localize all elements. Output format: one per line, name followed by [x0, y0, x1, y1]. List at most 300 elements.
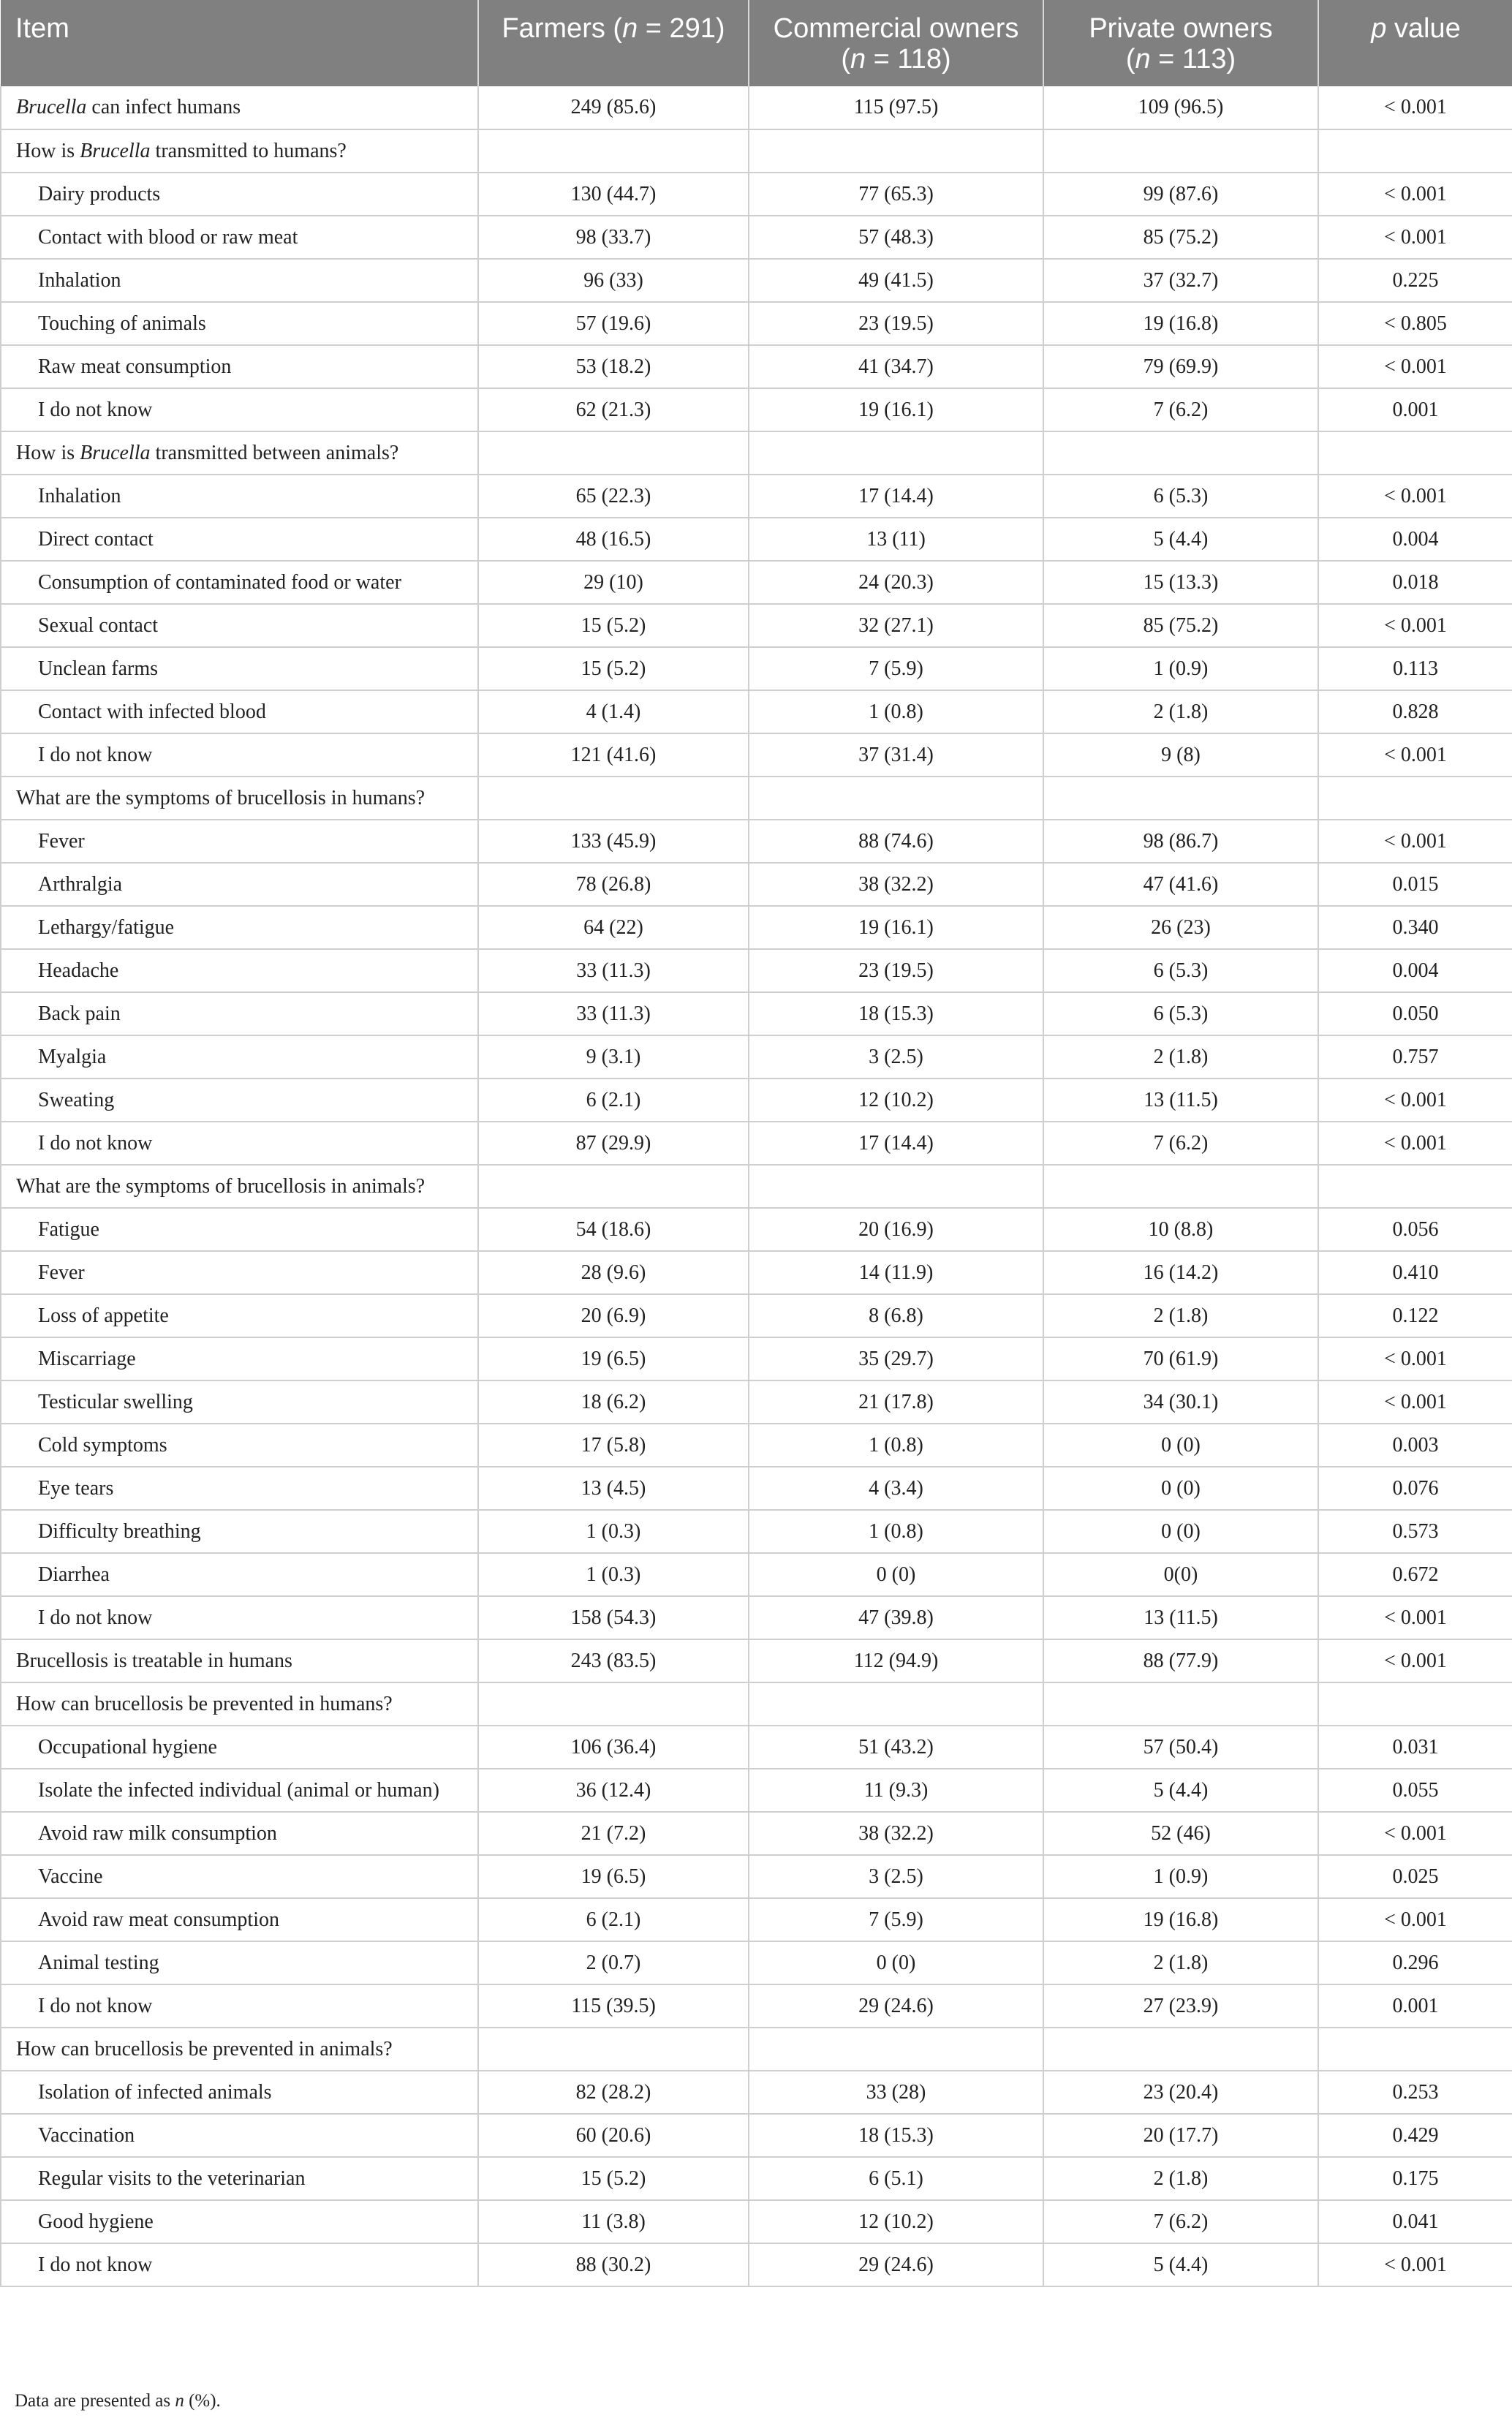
commercial-cell [749, 777, 1043, 820]
private-cell: 26 (23) [1043, 906, 1318, 949]
commercial-cell: 12 (10.2) [749, 2200, 1043, 2243]
item-cell: What are the symptoms of brucellosis in humans? [1, 777, 478, 820]
table-row [1, 906, 1512, 949]
private-cell: 6 (5.3) [1043, 949, 1318, 992]
commercial-cell: 24 (20.3) [749, 561, 1043, 604]
private-cell: 7 (6.2) [1043, 1122, 1318, 1165]
commercial-cell [749, 1682, 1043, 1726]
item-cell: How can brucellosis be prevented in animals? [1, 2028, 478, 2071]
private-cell [1043, 1165, 1318, 1208]
private-cell: 19 (16.8) [1043, 1898, 1318, 1941]
table-row [1, 1424, 1512, 1467]
table-row [1, 1078, 1512, 1122]
private-cell [1043, 1682, 1318, 1726]
item-cell: Diarrhea [1, 1553, 478, 1596]
item-cell: Fatigue [1, 1208, 478, 1251]
private-cell [1043, 777, 1318, 820]
table-row [1, 216, 1512, 259]
private-cell [1043, 431, 1318, 475]
private-cell: 9 (8) [1043, 733, 1318, 777]
private-cell: 5 (4.4) [1043, 518, 1318, 561]
private-cell: 47 (41.6) [1043, 863, 1318, 906]
p-value-cell: < 0.001 [1318, 1380, 1512, 1424]
farmers-cell: 15 (5.2) [478, 2157, 749, 2200]
private-cell [1043, 129, 1318, 173]
table-row [1, 1553, 1512, 1596]
p-value-cell: < 0.001 [1318, 1078, 1512, 1122]
section-row [1, 2028, 1512, 2071]
private-cell: 16 (14.2) [1043, 1251, 1318, 1294]
p-value-cell: 0.018 [1318, 561, 1512, 604]
farmers-cell: 1 (0.3) [478, 1553, 749, 1596]
p-value-cell: 0.004 [1318, 949, 1512, 992]
farmers-cell: 158 (54.3) [478, 1596, 749, 1639]
p-value-cell: 0.340 [1318, 906, 1512, 949]
table-row [1, 2071, 1512, 2114]
farmers-cell: 1 (0.3) [478, 1510, 749, 1553]
table-row [1, 2243, 1512, 2286]
private-cell: 0(0) [1043, 1553, 1318, 1596]
item-cell: Unclean farms [1, 647, 478, 690]
commercial-cell: 11 (9.3) [749, 1769, 1043, 1812]
commercial-cell: 112 (94.9) [749, 1639, 1043, 1682]
farmers-cell [478, 2028, 749, 2071]
commercial-cell: 20 (16.9) [749, 1208, 1043, 1251]
header-farmers: Farmers (n = 291) [478, 0, 749, 86]
table-row [1, 345, 1512, 388]
table-row [1, 1855, 1512, 1898]
table-row [1, 1251, 1512, 1294]
item-cell: I do not know [1, 1984, 478, 2028]
commercial-cell: 12 (10.2) [749, 1078, 1043, 1122]
item-cell: Testicular swelling [1, 1380, 478, 1424]
table-row [1, 1596, 1512, 1639]
item-cell: I do not know [1, 733, 478, 777]
item-cell: Consumption of contaminated food or water [1, 561, 478, 604]
farmers-cell [478, 431, 749, 475]
farmers-cell: 62 (21.3) [478, 388, 749, 431]
p-value-cell: < 0.001 [1318, 604, 1512, 647]
table-row [1, 259, 1512, 302]
farmers-cell [478, 129, 749, 173]
private-cell: 57 (50.4) [1043, 1726, 1318, 1769]
farmers-cell: 65 (22.3) [478, 475, 749, 518]
farmers-cell: 11 (3.8) [478, 2200, 749, 2243]
item-cell: Inhalation [1, 259, 478, 302]
farmers-cell: 249 (85.6) [478, 86, 749, 129]
p-value-cell [1318, 129, 1512, 173]
farmers-cell: 33 (11.3) [478, 949, 749, 992]
private-cell: 2 (1.8) [1043, 2157, 1318, 2200]
commercial-cell: 49 (41.5) [749, 259, 1043, 302]
commercial-cell: 23 (19.5) [749, 302, 1043, 345]
private-cell: 6 (5.3) [1043, 992, 1318, 1035]
p-value-cell: < 0.001 [1318, 345, 1512, 388]
table-row [1, 2200, 1512, 2243]
commercial-cell: 51 (43.2) [749, 1726, 1043, 1769]
header-commercial-owners: Commercial owners (n = 118) [749, 0, 1043, 86]
item-cell: Contact with infected blood [1, 690, 478, 733]
commercial-cell: 18 (15.3) [749, 992, 1043, 1035]
table-row [1, 1726, 1512, 1769]
table-body [1, 86, 1512, 2286]
item-cell: Brucella can infect humans [1, 86, 478, 129]
item-cell: Headache [1, 949, 478, 992]
p-value-cell: 0.055 [1318, 1769, 1512, 1812]
section-row [1, 777, 1512, 820]
private-cell: 79 (69.9) [1043, 345, 1318, 388]
farmers-cell: 17 (5.8) [478, 1424, 749, 1467]
private-cell: 27 (23.9) [1043, 1984, 1318, 2028]
p-value-cell: 0.001 [1318, 1984, 1512, 2028]
p-value-cell [1318, 1682, 1512, 1726]
farmers-cell: 60 (20.6) [478, 2114, 749, 2157]
private-cell: 20 (17.7) [1043, 2114, 1318, 2157]
section-row [1, 431, 1512, 475]
farmers-cell: 18 (6.2) [478, 1380, 749, 1424]
item-cell: I do not know [1, 2243, 478, 2286]
table-row [1, 1208, 1512, 1251]
table-row [1, 1639, 1512, 1682]
p-value-cell: 0.122 [1318, 1294, 1512, 1337]
item-cell: Fever [1, 820, 478, 863]
commercial-cell: 3 (2.5) [749, 1035, 1043, 1078]
commercial-cell [749, 129, 1043, 173]
item-cell: Difficulty breathing [1, 1510, 478, 1553]
p-value-cell: < 0.001 [1318, 1898, 1512, 1941]
table-row [1, 1510, 1512, 1553]
commercial-cell: 0 (0) [749, 1553, 1043, 1596]
p-value-cell: 0.076 [1318, 1467, 1512, 1510]
table-row [1, 1769, 1512, 1812]
farmers-cell: 21 (7.2) [478, 1812, 749, 1855]
private-cell: 70 (61.9) [1043, 1337, 1318, 1380]
table-row [1, 388, 1512, 431]
table-row [1, 690, 1512, 733]
private-cell: 6 (5.3) [1043, 475, 1318, 518]
section-row [1, 1682, 1512, 1726]
commercial-cell: 37 (31.4) [749, 733, 1043, 777]
farmers-cell: 87 (29.9) [478, 1122, 749, 1165]
commercial-cell: 32 (27.1) [749, 604, 1043, 647]
commercial-cell: 77 (65.3) [749, 173, 1043, 216]
item-cell: How can brucellosis be prevented in humans? [1, 1682, 478, 1726]
item-cell: Myalgia [1, 1035, 478, 1078]
table-row [1, 1984, 1512, 2028]
private-cell: 13 (11.5) [1043, 1078, 1318, 1122]
farmers-cell: 28 (9.6) [478, 1251, 749, 1294]
farmers-cell: 133 (45.9) [478, 820, 749, 863]
p-value-cell: < 0.001 [1318, 1122, 1512, 1165]
commercial-cell [749, 1165, 1043, 1208]
p-value-cell: 0.113 [1318, 647, 1512, 690]
p-value-cell: < 0.001 [1318, 475, 1512, 518]
p-value-cell: 0.003 [1318, 1424, 1512, 1467]
table-row [1, 1035, 1512, 1078]
farmers-cell: 98 (33.7) [478, 216, 749, 259]
p-value-cell: < 0.001 [1318, 1337, 1512, 1380]
p-value-cell: 0.015 [1318, 863, 1512, 906]
commercial-cell: 21 (17.8) [749, 1380, 1043, 1424]
farmers-cell: 19 (6.5) [478, 1855, 749, 1898]
table-row [1, 1337, 1512, 1380]
p-value-cell: < 0.001 [1318, 86, 1512, 129]
commercial-cell: 41 (34.7) [749, 345, 1043, 388]
table-row [1, 1294, 1512, 1337]
item-cell: Fever [1, 1251, 478, 1294]
item-cell: Animal testing [1, 1941, 478, 1984]
item-cell: Avoid raw milk consumption [1, 1812, 478, 1855]
private-cell: 85 (75.2) [1043, 604, 1318, 647]
p-value-cell: 0.253 [1318, 2071, 1512, 2114]
item-cell: Vaccine [1, 1855, 478, 1898]
private-cell: 0 (0) [1043, 1467, 1318, 1510]
p-value-cell: 0.001 [1318, 388, 1512, 431]
farmers-cell: 20 (6.9) [478, 1294, 749, 1337]
p-value-cell: 0.041 [1318, 2200, 1512, 2243]
commercial-cell: 17 (14.4) [749, 1122, 1043, 1165]
table-row [1, 561, 1512, 604]
farmers-cell: 57 (19.6) [478, 302, 749, 345]
commercial-cell: 8 (6.8) [749, 1294, 1043, 1337]
table-row [1, 1380, 1512, 1424]
item-cell: Loss of appetite [1, 1294, 478, 1337]
p-value-cell: 0.757 [1318, 1035, 1512, 1078]
farmers-cell: 64 (22) [478, 906, 749, 949]
farmers-cell: 6 (2.1) [478, 1898, 749, 1941]
commercial-cell: 1 (0.8) [749, 690, 1043, 733]
item-cell: Isolate the infected individual (animal or human) [1, 1769, 478, 1812]
private-cell: 98 (86.7) [1043, 820, 1318, 863]
commercial-cell: 1 (0.8) [749, 1424, 1043, 1467]
p-value-cell: 0.828 [1318, 690, 1512, 733]
item-cell: How is Brucella transmitted to humans? [1, 129, 478, 173]
commercial-cell: 7 (5.9) [749, 647, 1043, 690]
item-cell: Cold symptoms [1, 1424, 478, 1467]
table-row [1, 863, 1512, 906]
farmers-cell: 15 (5.2) [478, 604, 749, 647]
commercial-cell: 14 (11.9) [749, 1251, 1043, 1294]
p-value-cell [1318, 777, 1512, 820]
table-row [1, 820, 1512, 863]
commercial-cell: 7 (5.9) [749, 1898, 1043, 1941]
farmers-cell: 33 (11.3) [478, 992, 749, 1035]
private-cell: 7 (6.2) [1043, 2200, 1318, 2243]
table-row [1, 604, 1512, 647]
commercial-cell: 17 (14.4) [749, 475, 1043, 518]
item-cell: Back pain [1, 992, 478, 1035]
p-value-cell: 0.225 [1318, 259, 1512, 302]
p-value-cell: 0.050 [1318, 992, 1512, 1035]
commercial-cell: 1 (0.8) [749, 1510, 1043, 1553]
commercial-cell: 6 (5.1) [749, 2157, 1043, 2200]
farmers-cell: 88 (30.2) [478, 2243, 749, 2286]
table-row [1, 992, 1512, 1035]
private-cell: 10 (8.8) [1043, 1208, 1318, 1251]
p-value-cell: < 0.001 [1318, 820, 1512, 863]
item-cell: Touching of animals [1, 302, 478, 345]
item-cell: I do not know [1, 388, 478, 431]
commercial-cell: 47 (39.8) [749, 1596, 1043, 1639]
p-value-cell: < 0.001 [1318, 173, 1512, 216]
item-cell: Eye tears [1, 1467, 478, 1510]
private-cell: 7 (6.2) [1043, 388, 1318, 431]
p-value-cell [1318, 2028, 1512, 2071]
farmers-cell: 9 (3.1) [478, 1035, 749, 1078]
farmers-cell: 54 (18.6) [478, 1208, 749, 1251]
table-row [1, 1941, 1512, 1984]
p-value-cell: < 0.001 [1318, 733, 1512, 777]
farmers-cell: 6 (2.1) [478, 1078, 749, 1122]
private-cell: 85 (75.2) [1043, 216, 1318, 259]
farmers-cell: 121 (41.6) [478, 733, 749, 777]
farmers-cell [478, 777, 749, 820]
table-row [1, 1812, 1512, 1855]
farmers-cell: 130 (44.7) [478, 173, 749, 216]
table-row [1, 2157, 1512, 2200]
private-cell: 88 (77.9) [1043, 1639, 1318, 1682]
farmers-cell: 19 (6.5) [478, 1337, 749, 1380]
farmers-cell: 4 (1.4) [478, 690, 749, 733]
farmers-cell: 48 (16.5) [478, 518, 749, 561]
private-cell: 2 (1.8) [1043, 690, 1318, 733]
private-cell: 15 (13.3) [1043, 561, 1318, 604]
p-value-cell [1318, 431, 1512, 475]
commercial-cell: 4 (3.4) [749, 1467, 1043, 1510]
item-cell: Inhalation [1, 475, 478, 518]
commercial-cell: 13 (11) [749, 518, 1043, 561]
commercial-cell: 19 (16.1) [749, 388, 1043, 431]
private-cell: 52 (46) [1043, 1812, 1318, 1855]
farmers-cell: 2 (0.7) [478, 1941, 749, 1984]
commercial-cell: 35 (29.7) [749, 1337, 1043, 1380]
p-value-cell: 0.410 [1318, 1251, 1512, 1294]
commercial-cell: 33 (28) [749, 2071, 1043, 2114]
p-value-cell: < 0.001 [1318, 1639, 1512, 1682]
private-cell: 19 (16.8) [1043, 302, 1318, 345]
table-row [1, 302, 1512, 345]
private-cell: 37 (32.7) [1043, 259, 1318, 302]
commercial-cell: 57 (48.3) [749, 216, 1043, 259]
commercial-cell: 0 (0) [749, 1941, 1043, 1984]
commercial-cell: 19 (16.1) [749, 906, 1043, 949]
farmers-cell: 29 (10) [478, 561, 749, 604]
p-value-cell: < 0.001 [1318, 1596, 1512, 1639]
private-cell: 1 (0.9) [1043, 1855, 1318, 1898]
p-value-cell: 0.025 [1318, 1855, 1512, 1898]
header-p-value: p value [1318, 0, 1512, 86]
item-cell: Sweating [1, 1078, 478, 1122]
table-header [1, 0, 1512, 86]
private-cell: 23 (20.4) [1043, 2071, 1318, 2114]
item-cell: Contact with blood or raw meat [1, 216, 478, 259]
private-cell: 2 (1.8) [1043, 1941, 1318, 1984]
table-row [1, 475, 1512, 518]
farmers-cell: 13 (4.5) [478, 1467, 749, 1510]
item-cell: Avoid raw meat consumption [1, 1898, 478, 1941]
p-value-cell: < 0.001 [1318, 216, 1512, 259]
item-cell: Miscarriage [1, 1337, 478, 1380]
commercial-cell: 88 (74.6) [749, 820, 1043, 863]
commercial-cell [749, 2028, 1043, 2071]
commercial-cell: 18 (15.3) [749, 2114, 1043, 2157]
table-row [1, 86, 1512, 129]
private-cell: 2 (1.8) [1043, 1294, 1318, 1337]
item-cell: Occupational hygiene [1, 1726, 478, 1769]
farmers-cell: 96 (33) [478, 259, 749, 302]
p-value-cell: < 0.001 [1318, 2243, 1512, 2286]
header-item: Item [1, 0, 478, 86]
private-cell: 0 (0) [1043, 1510, 1318, 1553]
commercial-cell: 29 (24.6) [749, 1984, 1043, 2028]
p-value-cell: 0.672 [1318, 1553, 1512, 1596]
farmers-cell: 53 (18.2) [478, 345, 749, 388]
p-value-cell: 0.296 [1318, 1941, 1512, 1984]
farmers-cell [478, 1165, 749, 1208]
p-value-cell: 0.004 [1318, 518, 1512, 561]
commercial-cell [749, 431, 1043, 475]
table-row [1, 949, 1512, 992]
item-cell: Isolation of infected animals [1, 2071, 478, 2114]
header-private-owners: Private owners (n = 113) [1043, 0, 1318, 86]
private-cell [1043, 2028, 1318, 2071]
commercial-cell: 29 (24.6) [749, 2243, 1043, 2286]
private-cell: 2 (1.8) [1043, 1035, 1318, 1078]
table-row [1, 733, 1512, 777]
commercial-cell: 38 (32.2) [749, 863, 1043, 906]
item-cell: Lethargy/fatigue [1, 906, 478, 949]
item-cell: Vaccination [1, 2114, 478, 2157]
farmers-cell [478, 1682, 749, 1726]
private-cell: 5 (4.4) [1043, 1769, 1318, 1812]
p-value-cell: 0.031 [1318, 1726, 1512, 1769]
commercial-cell: 115 (97.5) [749, 86, 1043, 129]
private-cell: 109 (96.5) [1043, 86, 1318, 129]
item-cell: Arthralgia [1, 863, 478, 906]
farmers-cell: 15 (5.2) [478, 647, 749, 690]
private-cell: 34 (30.1) [1043, 1380, 1318, 1424]
item-cell: Regular visits to the veterinarian [1, 2157, 478, 2200]
p-value-cell: 0.056 [1318, 1208, 1512, 1251]
farmers-cell: 82 (28.2) [478, 2071, 749, 2114]
item-cell: I do not know [1, 1596, 478, 1639]
farmers-cell: 36 (12.4) [478, 1769, 749, 1812]
item-cell: How is Brucella transmitted between animals? [1, 431, 478, 475]
private-cell: 99 (87.6) [1043, 173, 1318, 216]
table-row [1, 518, 1512, 561]
p-value-cell: 0.429 [1318, 2114, 1512, 2157]
table-row [1, 2114, 1512, 2157]
private-cell: 5 (4.4) [1043, 2243, 1318, 2286]
table-row [1, 647, 1512, 690]
table-row [1, 1122, 1512, 1165]
farmers-cell: 106 (36.4) [478, 1726, 749, 1769]
p-value-cell [1318, 1165, 1512, 1208]
private-cell: 1 (0.9) [1043, 647, 1318, 690]
item-cell: Sexual contact [1, 604, 478, 647]
item-cell: What are the symptoms of brucellosis in animals? [1, 1165, 478, 1208]
p-value-cell: 0.175 [1318, 2157, 1512, 2200]
item-cell: Dairy products [1, 173, 478, 216]
farmers-cell: 243 (83.5) [478, 1639, 749, 1682]
table-row [1, 1898, 1512, 1941]
commercial-cell: 23 (19.5) [749, 949, 1043, 992]
private-cell: 0 (0) [1043, 1424, 1318, 1467]
private-cell: 13 (11.5) [1043, 1596, 1318, 1639]
p-value-cell: < 0.001 [1318, 1812, 1512, 1855]
section-row [1, 129, 1512, 173]
table-footnote: Data are presented as n (%). [15, 2391, 221, 2411]
